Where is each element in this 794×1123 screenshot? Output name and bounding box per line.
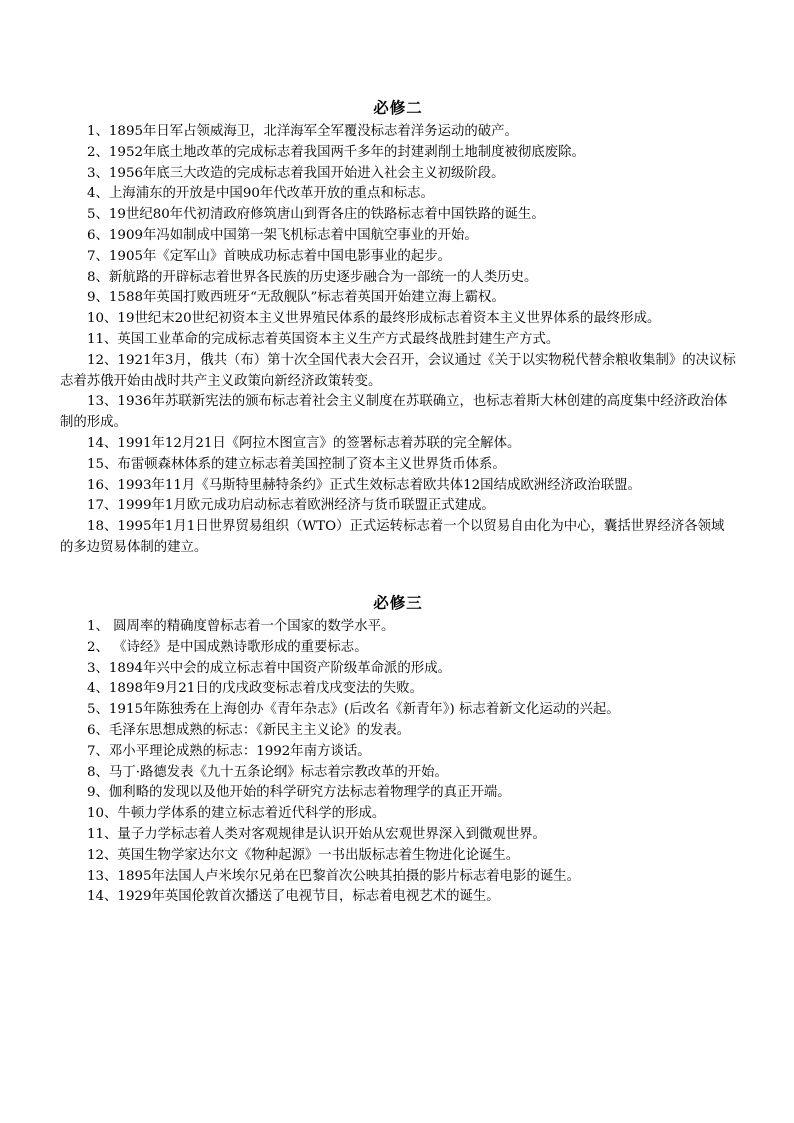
list-item: 15、布雷顿森林体系的建立标志着美国控制了资本主义世界货币体系。	[87, 456, 506, 472]
list-item: 14、1929年英国伦敦首次播送了电视节目，标志着电视艺术的诞生。	[87, 889, 500, 905]
list-item: 6、1909年冯如制成中国第一架飞机标志着中国航空事业的开始。	[87, 227, 478, 243]
list-item: 9、伽利略的发现以及他开始的科学研究方法标志着物理学的真正开端。	[87, 785, 511, 801]
list-item: 16、1993年11月《马斯特里赫特条约》正式生效标志着欧共体12国结成欧洲经济政治联盟。	[87, 477, 641, 493]
list-item: 11、英国工业革命的完成标志着英国资本主义生产方式最终战胜封建生产方式。	[87, 331, 560, 347]
section-compulsory-three	[60, 593, 736, 908]
item-list	[60, 617, 736, 908]
list-item: 7、邓小平理论成熟的标志：1992年南方谈话。	[87, 743, 371, 759]
list-item: 4、上海浦东的开放是中国90年代改革开放的重点和标志。	[87, 186, 434, 202]
item-list	[60, 122, 736, 559]
list-item: 14、1991年12月21日《阿拉木图宣言》的签署标志着苏联的完全解体。	[87, 435, 521, 451]
list-item: 6、毛泽东思想成熟的标志：《新民主主义论》的发表。	[87, 722, 411, 738]
list-item: 10、牛顿力学体系的建立标志着近代科学的形成。	[87, 806, 386, 822]
list-item: 18、1995年1月1日世界贸易组织（WTO）正式运转标志着一个以贸易自由化为中心，囊括世界经济各领域的多边贸易体制的建立。	[60, 519, 725, 555]
section-compulsory-two	[60, 98, 736, 559]
list-item: 8、新航路的开辟标志着世界各民族的历史逐步融合为一部统一的人类历史。	[87, 269, 538, 285]
list-item: 5、19世纪80年代初清政府修筑唐山到胥各庄的铁路标志着中国铁路的诞生。	[87, 207, 545, 223]
list-item: 12、英国生物学家达尔文《物种起源》一书出版标志着生物进化论诞生。	[87, 847, 520, 863]
list-item: 13、1936年苏联新宪法的颁布标志着社会主义制度在苏联确立，也标志着斯大林创建的高度集中经济政治体制的形成。	[60, 394, 728, 431]
list-item: 11、量子力学标志着人类对客观规律是认识开始从宏观世界深入到微观世界。	[87, 826, 546, 842]
list-item: 2、 《诗经》是中国成熟诗歌形成的重要标志。	[87, 639, 368, 655]
list-item: 7、1905年《定军山》首映成功标志着中国电影事业的起步。	[87, 248, 451, 264]
list-item: 9、1588年英国打败西班牙“无敌舰队”标志着英国开始建立海上霸权。	[87, 290, 505, 306]
list-item: 1、1895年日军占领威海卫，北洋海军全军覆没标志着洋务运动的破产。	[87, 124, 518, 139]
list-item: 2、1952年底土地改革的完成标志着我国两千多年的封建剥削土地制度被彻底废除。	[87, 144, 585, 160]
list-item: 13、1895年法国人卢米埃尔兄弟在巴黎首次公映其拍摄的影片标志着电影的诞生。	[87, 868, 581, 884]
list-item: 12、1921年3月，俄共（布）第十次全国代表大会召开，会议通过《关于以实物税代替余粮收集制》的决议标志着苏俄开始由战时共产主义政策向新经济政策转变。	[60, 352, 736, 389]
list-item: 1、 圆周率的精确度曾标志着一个国家的数学水平。	[87, 619, 395, 634]
list-item: 5、1915年陈独秀在上海创办《青年杂志》(后改名《新青年》) 标志着新文化运动的兴起。	[87, 702, 620, 718]
list-item: 3、1894年兴中会的成立标志着中国资产阶级革命派的形成。	[87, 660, 451, 676]
list-item: 3、1956年底三大改造的完成标志着我国开始进入社会主义初级阶段。	[87, 165, 505, 181]
list-item: 10、19世纪末20世纪初资本主义世界殖民体系的最终形成标志着资本主义世界体系的最终形成。	[87, 311, 661, 327]
list-item: 8、马丁·路德发表《九十五条论纲》标志着宗教改革的开始。	[87, 764, 448, 780]
list-item: 4、1898年9月21日的戊戌政变标志着戊戌变法的失败。	[87, 681, 423, 697]
section-title: 必修二	[373, 98, 423, 117]
list-item: 17、1999年1月欧元成功启动标志着欧洲经济与货币联盟正式建成。	[87, 498, 495, 514]
section-title: 必修三	[373, 593, 423, 612]
